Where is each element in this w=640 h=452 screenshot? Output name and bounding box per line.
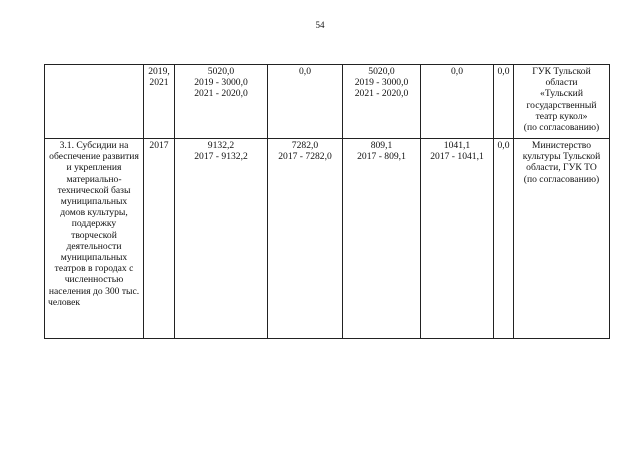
description-cell: 3.1. Субсидии на обеспечение развития и укрепления материально-технической базы муниципальных домов культуры, поддержку творческой деятельности муниципальных театров в городах с численностью населения до 300 тыс. человек <box>45 139 144 339</box>
local-cell: 0,0 <box>421 65 494 139</box>
local-cell: 1041,1 2017 - 1041,1 <box>421 139 494 339</box>
program-table <box>44 64 610 339</box>
years-cell: 2017 <box>144 139 175 339</box>
other-cell: 0,0 <box>494 139 514 339</box>
total-cell: 9132,2 2017 - 9132,2 <box>175 139 268 339</box>
other-cell: 0,0 <box>494 65 514 139</box>
table-row <box>45 65 610 139</box>
total-cell: 5020,0 2019 - 3000,0 2021 - 2020,0 <box>175 65 268 139</box>
federal-cell: 7282,0 2017 - 7282,0 <box>268 139 343 339</box>
executor-cell: Министерство культуры Тульской области, ГУК ТО (по согласованию) <box>514 139 610 339</box>
years-cell: 2019, 2021 <box>144 65 175 139</box>
federal-cell: 0,0 <box>268 65 343 139</box>
regional-cell: 809,1 2017 - 809,1 <box>343 139 421 339</box>
description-cell <box>45 65 144 139</box>
table-row <box>45 139 610 339</box>
executor-cell: ГУК Тульской области «Тульский государственный театр кукол» (по согласованию) <box>514 65 610 139</box>
page-number: 54 <box>315 20 325 30</box>
regional-cell: 5020,0 2019 - 3000,0 2021 - 2020,0 <box>343 65 421 139</box>
